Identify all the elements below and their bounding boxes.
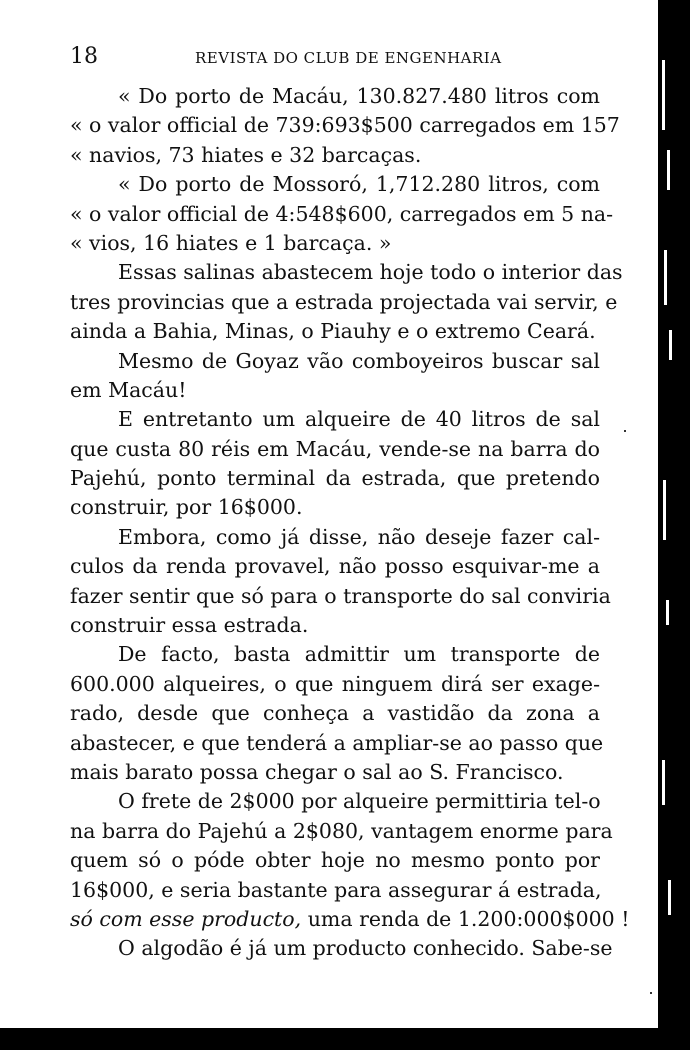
text-line: Embora, como já disse, não deseje fazer cal- bbox=[118, 524, 600, 549]
scan-edge-right bbox=[658, 0, 690, 1050]
text-line: « Do porto de Mossoró, 1,712.280 litros, com bbox=[118, 172, 600, 197]
speck-mark bbox=[650, 992, 652, 994]
text-line: quem só o póde obter hoje no mesmo ponto por bbox=[70, 848, 600, 873]
text-line: O frete de 2$000 por alqueire permittiria tel-o bbox=[118, 789, 601, 814]
text-line: tres provincias que a estrada projectada vai servir, e bbox=[70, 289, 618, 314]
text-line: mais barato possa chegar o sal ao S. Francisco. bbox=[70, 759, 564, 784]
text-line: em Macáu! bbox=[70, 377, 187, 402]
text-line: construir, por 16$000. bbox=[70, 495, 303, 520]
scan-edge-bottom bbox=[0, 1028, 690, 1050]
text-line: O algodão é já um producto conhecido. Sabe-se bbox=[118, 936, 613, 961]
text-line: 600.000 alqueires, o que ninguem dirá ser exage- bbox=[70, 671, 600, 696]
text-line: E entretanto um alqueire de 40 litros de sal bbox=[118, 407, 600, 432]
text-line: 16$000, e seria bastante para assegurar á estrada, bbox=[70, 877, 602, 902]
scan-flake bbox=[669, 330, 672, 360]
text-line-italic bbox=[70, 905, 630, 934]
text-line: construir essa estrada. bbox=[70, 613, 309, 638]
scan-flake bbox=[668, 880, 671, 915]
text-line: na barra do Pajehú a 2$080, vantagem enorme para bbox=[70, 818, 613, 843]
body-text bbox=[70, 82, 630, 964]
page-number: 18 bbox=[70, 44, 98, 69]
running-head bbox=[70, 45, 630, 69]
text-line: ainda a Bahia, Minas, o Piauhy e o extremo Ceará. bbox=[70, 319, 596, 344]
speck-mark bbox=[624, 430, 626, 432]
journal-title: REVISTA DO CLUB DE ENGENHARIA bbox=[195, 49, 502, 67]
text-line: Pajehú, ponto terminal da estrada, que pretendo bbox=[70, 466, 600, 491]
scan-flake bbox=[666, 600, 669, 625]
text-line: Essas salinas abastecem hoje todo o interior das bbox=[118, 260, 623, 285]
text-line: « o valor official de 739:693$500 carregados em 157 bbox=[70, 113, 620, 138]
text-line: « vios, 16 hiates e 1 barcaça. » bbox=[70, 230, 392, 255]
text-line: « Do porto de Macáu, 130.827.480 litros com bbox=[118, 84, 600, 108]
text-line: culos da renda provavel, não posso esquivar-me a bbox=[70, 554, 600, 579]
text-line: De facto, basta admittir um transporte de bbox=[118, 642, 600, 667]
scan-flake bbox=[664, 250, 667, 305]
text-line: « o valor official de 4:548$600, carregados em 5 na- bbox=[70, 201, 614, 226]
text-line: rado, desde que conheça a vastidão da zona a bbox=[70, 701, 600, 726]
text-line: que custa 80 réis em Macáu, vende-se na barra do bbox=[70, 436, 600, 461]
scan-flake bbox=[662, 60, 665, 130]
scan-flake bbox=[662, 760, 665, 805]
text-line: fazer sentir que só para o transporte do sal conviria bbox=[70, 583, 611, 608]
text-line: abastecer, e que tenderá a ampliar-se ao passo que bbox=[70, 730, 604, 755]
text-line: « navios, 73 hiates e 32 barcaças. bbox=[70, 142, 422, 167]
scan-flake bbox=[667, 150, 670, 190]
text-line-rest: uma renda de 1.200:000$000 ! bbox=[307, 906, 630, 931]
text-line: Mesmo de Goyaz vão comboyeiros buscar sal bbox=[118, 348, 600, 373]
scan-flake bbox=[663, 480, 666, 540]
italic-phrase: só com esse producto, bbox=[70, 906, 302, 931]
